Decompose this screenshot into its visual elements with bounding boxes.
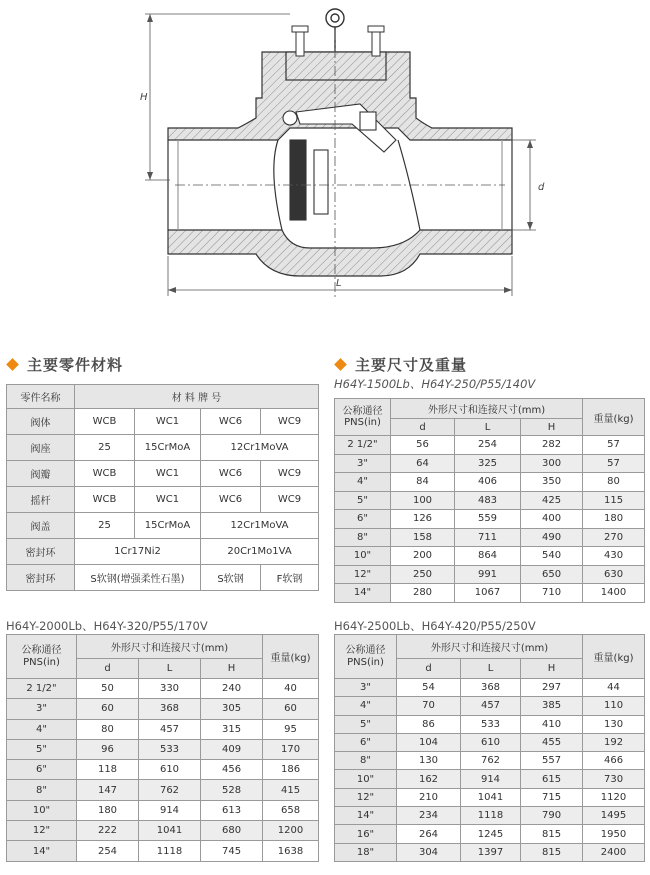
material-cell: 25 xyxy=(75,435,135,461)
dim-cell: 54 xyxy=(397,679,461,697)
dim-cell: 222 xyxy=(77,821,139,841)
dim-cell: 368 xyxy=(461,679,521,697)
weight-cell: 1495 xyxy=(583,807,645,825)
pns-cell: 2 1/2" xyxy=(335,436,391,455)
dims-table-1500lb xyxy=(334,398,645,603)
pns-cell: 14" xyxy=(335,807,397,825)
table-row xyxy=(7,461,319,487)
weight-cell: 57 xyxy=(583,436,645,455)
materials-section-title xyxy=(6,354,123,375)
pns-cell: 8" xyxy=(335,752,397,770)
dim-cell: 126 xyxy=(391,510,455,529)
dims-table-2500lb xyxy=(334,634,645,862)
dim-cell: 158 xyxy=(391,528,455,547)
weight-cell: 1120 xyxy=(583,788,645,806)
material-cell: WCB xyxy=(75,409,135,435)
header-dims: 外形尺寸和连接尺寸(mm) xyxy=(397,635,583,659)
pns-cell: 18" xyxy=(335,843,397,861)
dim-cell: 610 xyxy=(461,733,521,751)
weight-cell: 466 xyxy=(583,752,645,770)
part-name: 阀盖 xyxy=(7,513,75,539)
dim-cell: 250 xyxy=(391,565,455,584)
header-l: L xyxy=(455,419,521,436)
material-cell: WC6 xyxy=(201,487,261,513)
weight-cell: 270 xyxy=(583,528,645,547)
header-h: H xyxy=(521,659,583,679)
dim-cell: 613 xyxy=(201,800,263,820)
weight-cell: 180 xyxy=(583,510,645,529)
pns-cell: 12" xyxy=(335,788,397,806)
dim-cell: 147 xyxy=(77,780,139,800)
material-cell: 1Cr17Ni2 xyxy=(75,539,201,565)
dim-cell: 533 xyxy=(139,739,201,759)
pns-cell: 6" xyxy=(335,510,391,529)
valve-body xyxy=(168,52,512,276)
pns-cell: 14" xyxy=(335,584,391,603)
pns-cell: 14" xyxy=(7,841,77,861)
dim-cell: 368 xyxy=(139,699,201,719)
weight-cell: 2400 xyxy=(583,843,645,861)
materials-title-text: 主要零件材料 xyxy=(27,356,124,374)
dim-cell: 410 xyxy=(521,715,583,733)
dim-cell: 1245 xyxy=(461,825,521,843)
dim-cell: 864 xyxy=(455,547,521,566)
dim-cell: 991 xyxy=(455,565,521,584)
dim-cell: 650 xyxy=(521,565,583,584)
weight-cell: 630 xyxy=(583,565,645,584)
part-name: 密封环 xyxy=(7,539,75,565)
dim-cell: 200 xyxy=(391,547,455,566)
dim-cell: 457 xyxy=(461,697,521,715)
dim-cell: 180 xyxy=(77,800,139,820)
pns-cell: 10" xyxy=(335,770,397,788)
dim-cell: 762 xyxy=(139,780,201,800)
dim-cell: 483 xyxy=(455,491,521,510)
pns-cell: 10" xyxy=(335,547,391,566)
header-weight: 重量(kg) xyxy=(583,635,645,679)
material-cell: WCB xyxy=(75,487,135,513)
weight-cell: 658 xyxy=(263,800,319,820)
dims-section-title xyxy=(334,354,467,375)
dim-cell: 297 xyxy=(521,679,583,697)
pns-cell: 5" xyxy=(7,739,77,759)
dim-cell: 80 xyxy=(77,719,139,739)
table3-subtitle: H64Y-2500Lb、H64Y-420/P55/250V xyxy=(334,619,536,633)
header-l: L xyxy=(139,659,201,679)
weight-cell: 186 xyxy=(263,760,319,780)
table-row xyxy=(335,528,645,547)
dim-cell: 56 xyxy=(391,436,455,455)
dim-cell: 815 xyxy=(521,825,583,843)
weight-cell: 415 xyxy=(263,780,319,800)
dim-cell: 540 xyxy=(521,547,583,566)
dim-cell: 162 xyxy=(397,770,461,788)
dim-cell: 715 xyxy=(521,788,583,806)
pns-cell: 3" xyxy=(7,699,77,719)
table-row xyxy=(335,491,645,510)
header-pns: 公称通径 PNS(in) xyxy=(335,399,391,436)
material-cell: WC6 xyxy=(201,461,261,487)
pns-cell: 4" xyxy=(335,697,397,715)
pns-cell: 5" xyxy=(335,715,397,733)
material-cell: WC6 xyxy=(201,409,261,435)
weight-cell: 1200 xyxy=(263,821,319,841)
pns-cell: 8" xyxy=(7,780,77,800)
header-dims: 外形尺寸和连接尺寸(mm) xyxy=(77,635,263,659)
dim-cell: 118 xyxy=(77,760,139,780)
dim-cell: 350 xyxy=(521,473,583,492)
dim-cell: 745 xyxy=(201,841,263,861)
table-row xyxy=(7,841,319,861)
material-cell: S软钢 xyxy=(201,565,261,591)
table-row xyxy=(335,733,645,751)
dim-cell: 385 xyxy=(521,697,583,715)
table-row xyxy=(335,788,645,806)
dim-h-label: H xyxy=(140,92,148,103)
material-cell: 12Cr1MoVA xyxy=(201,435,319,461)
dim-cell: 490 xyxy=(521,528,583,547)
header-weight: 重量(kg) xyxy=(583,399,645,436)
header-l: L xyxy=(461,659,521,679)
dim-cell: 557 xyxy=(521,752,583,770)
weight-cell: 110 xyxy=(583,697,645,715)
pns-cell: 4" xyxy=(335,473,391,492)
dim-cell: 1118 xyxy=(461,807,521,825)
dim-cell: 330 xyxy=(139,679,201,699)
weight-cell: 95 xyxy=(263,719,319,739)
material-cell: WC1 xyxy=(135,461,201,487)
pns-cell: 6" xyxy=(335,733,397,751)
table-row xyxy=(7,513,319,539)
material-cell: 15CrMoA xyxy=(135,513,201,539)
pns-cell: 5" xyxy=(335,491,391,510)
table-row xyxy=(335,825,645,843)
dim-cell: 300 xyxy=(521,454,583,473)
table-row xyxy=(335,679,645,697)
dim-cell: 70 xyxy=(397,697,461,715)
table-row xyxy=(335,697,645,715)
dim-cell: 280 xyxy=(391,584,455,603)
dim-cell: 254 xyxy=(77,841,139,861)
pns-cell: 12" xyxy=(335,565,391,584)
table-row xyxy=(335,454,645,473)
material-cell: WC9 xyxy=(261,487,319,513)
diamond-bullet-icon xyxy=(334,358,347,371)
dim-cell: 64 xyxy=(391,454,455,473)
dims-title-text: 主要尺寸及重量 xyxy=(355,356,468,374)
dim-cell: 100 xyxy=(391,491,455,510)
dim-l-label: L xyxy=(336,278,342,289)
weight-cell: 1950 xyxy=(583,825,645,843)
material-cell: WCB xyxy=(75,461,135,487)
dim-cell: 400 xyxy=(521,510,583,529)
material-cell: WC1 xyxy=(135,409,201,435)
table-row xyxy=(335,565,645,584)
dim-cell: 325 xyxy=(455,454,521,473)
header-h: H xyxy=(201,659,263,679)
table-row xyxy=(7,699,319,719)
diamond-bullet-icon xyxy=(6,358,19,371)
table-row xyxy=(335,807,645,825)
table-row xyxy=(335,770,645,788)
table-row xyxy=(335,584,645,603)
dim-cell: 305 xyxy=(201,699,263,719)
dim-cell: 425 xyxy=(521,491,583,510)
header-d: d xyxy=(77,659,139,679)
header-h: H xyxy=(521,419,583,436)
header-d: d xyxy=(397,659,461,679)
table-row xyxy=(7,760,319,780)
weight-cell: 730 xyxy=(583,770,645,788)
table-row xyxy=(335,436,645,455)
table-row xyxy=(7,719,319,739)
pns-cell: 3" xyxy=(335,454,391,473)
header-d: d xyxy=(391,419,455,436)
dim-cell: 610 xyxy=(139,760,201,780)
dim-cell: 130 xyxy=(397,752,461,770)
dim-cell: 315 xyxy=(201,719,263,739)
dim-cell: 1067 xyxy=(455,584,521,603)
weight-cell: 430 xyxy=(583,547,645,566)
dim-cell: 234 xyxy=(397,807,461,825)
weight-cell: 1638 xyxy=(263,841,319,861)
dim-cell: 680 xyxy=(201,821,263,841)
material-cell: 25 xyxy=(75,513,135,539)
dim-cell: 457 xyxy=(139,719,201,739)
pns-cell: 12" xyxy=(7,821,77,841)
dim-cell: 304 xyxy=(397,843,461,861)
weight-cell: 130 xyxy=(583,715,645,733)
material-cell: WC9 xyxy=(261,409,319,435)
materials-header-material: 材 料 牌 号 xyxy=(75,385,319,409)
dim-cell: 790 xyxy=(521,807,583,825)
weight-cell: 40 xyxy=(263,679,319,699)
dim-cell: 615 xyxy=(521,770,583,788)
table-row xyxy=(335,510,645,529)
dim-cell: 210 xyxy=(397,788,461,806)
dim-cell: 711 xyxy=(455,528,521,547)
dim-cell: 762 xyxy=(461,752,521,770)
pns-cell: 2 1/2" xyxy=(7,679,77,699)
table-row xyxy=(7,780,319,800)
dim-cell: 456 xyxy=(201,760,263,780)
material-cell: 20Cr1Mo1VA xyxy=(201,539,319,565)
materials-header-part: 零件名称 xyxy=(7,385,75,409)
part-name: 阀瓣 xyxy=(7,461,75,487)
part-name: 阀体 xyxy=(7,409,75,435)
header-pns: 公称通径 PNS(in) xyxy=(335,635,397,679)
weight-cell: 80 xyxy=(583,473,645,492)
pns-cell: 16" xyxy=(335,825,397,843)
table-row xyxy=(7,679,319,699)
dim-cell: 528 xyxy=(201,780,263,800)
weight-cell: 1400 xyxy=(583,584,645,603)
table-row xyxy=(335,473,645,492)
dim-cell: 409 xyxy=(201,739,263,759)
table-row xyxy=(7,409,319,435)
pns-cell: 4" xyxy=(7,719,77,739)
dim-cell: 264 xyxy=(397,825,461,843)
weight-cell: 44 xyxy=(583,679,645,697)
table-row xyxy=(7,487,319,513)
dim-cell: 240 xyxy=(201,679,263,699)
dim-cell: 914 xyxy=(139,800,201,820)
dim-cell: 84 xyxy=(391,473,455,492)
part-name: 密封环 xyxy=(7,565,75,591)
material-cell: 12Cr1MoVA xyxy=(201,513,319,539)
dim-cell: 1118 xyxy=(139,841,201,861)
table-row xyxy=(7,539,319,565)
dim-cell: 1397 xyxy=(461,843,521,861)
material-cell: S软钢(增强柔性石墨) xyxy=(75,565,201,591)
weight-cell: 115 xyxy=(583,491,645,510)
material-cell: 15CrMoA xyxy=(135,435,201,461)
weight-cell: 192 xyxy=(583,733,645,751)
material-cell: WC9 xyxy=(261,461,319,487)
dim-cell: 96 xyxy=(77,739,139,759)
header-pns: 公称通径 PNS(in) xyxy=(7,635,77,679)
dim-cell: 104 xyxy=(397,733,461,751)
dim-cell: 533 xyxy=(461,715,521,733)
pns-cell: 8" xyxy=(335,528,391,547)
table-row xyxy=(7,821,319,841)
table-row xyxy=(7,800,319,820)
part-name: 阀座 xyxy=(7,435,75,461)
table1-subtitle: H64Y-1500Lb、H64Y-250/P55/140V xyxy=(334,377,536,391)
pns-cell: 6" xyxy=(7,760,77,780)
valve-section-drawing xyxy=(0,0,650,320)
dim-cell: 50 xyxy=(77,679,139,699)
table-row xyxy=(7,435,319,461)
table-row xyxy=(7,739,319,759)
header-dims: 外形尺寸和连接尺寸(mm) xyxy=(391,399,583,419)
part-name: 摇杆 xyxy=(7,487,75,513)
dim-cell: 710 xyxy=(521,584,583,603)
weight-cell: 170 xyxy=(263,739,319,759)
dims-table-2000lb xyxy=(6,634,319,862)
weight-cell: 60 xyxy=(263,699,319,719)
materials-table xyxy=(6,384,319,591)
dim-cell: 815 xyxy=(521,843,583,861)
header-weight: 重量(kg) xyxy=(263,635,319,679)
pns-cell: 10" xyxy=(7,800,77,820)
dim-cell: 60 xyxy=(77,699,139,719)
dim-cell: 455 xyxy=(521,733,583,751)
table-row xyxy=(335,715,645,733)
table2-subtitle: H64Y-2000Lb、H64Y-320/P55/170V xyxy=(6,619,208,633)
material-cell: WC1 xyxy=(135,487,201,513)
material-cell: F软钢 xyxy=(261,565,319,591)
dim-cell: 1041 xyxy=(461,788,521,806)
weight-cell: 57 xyxy=(583,454,645,473)
table-row xyxy=(335,547,645,566)
dim-cell: 254 xyxy=(455,436,521,455)
pns-cell: 3" xyxy=(335,679,397,697)
dim-cell: 1041 xyxy=(139,821,201,841)
table-row xyxy=(335,843,645,861)
dim-d-label: d xyxy=(538,182,545,193)
table-row xyxy=(7,565,319,591)
dim-cell: 282 xyxy=(521,436,583,455)
dim-cell: 914 xyxy=(461,770,521,788)
dim-cell: 86 xyxy=(397,715,461,733)
dim-cell: 406 xyxy=(455,473,521,492)
dim-cell: 559 xyxy=(455,510,521,529)
table-row xyxy=(335,752,645,770)
